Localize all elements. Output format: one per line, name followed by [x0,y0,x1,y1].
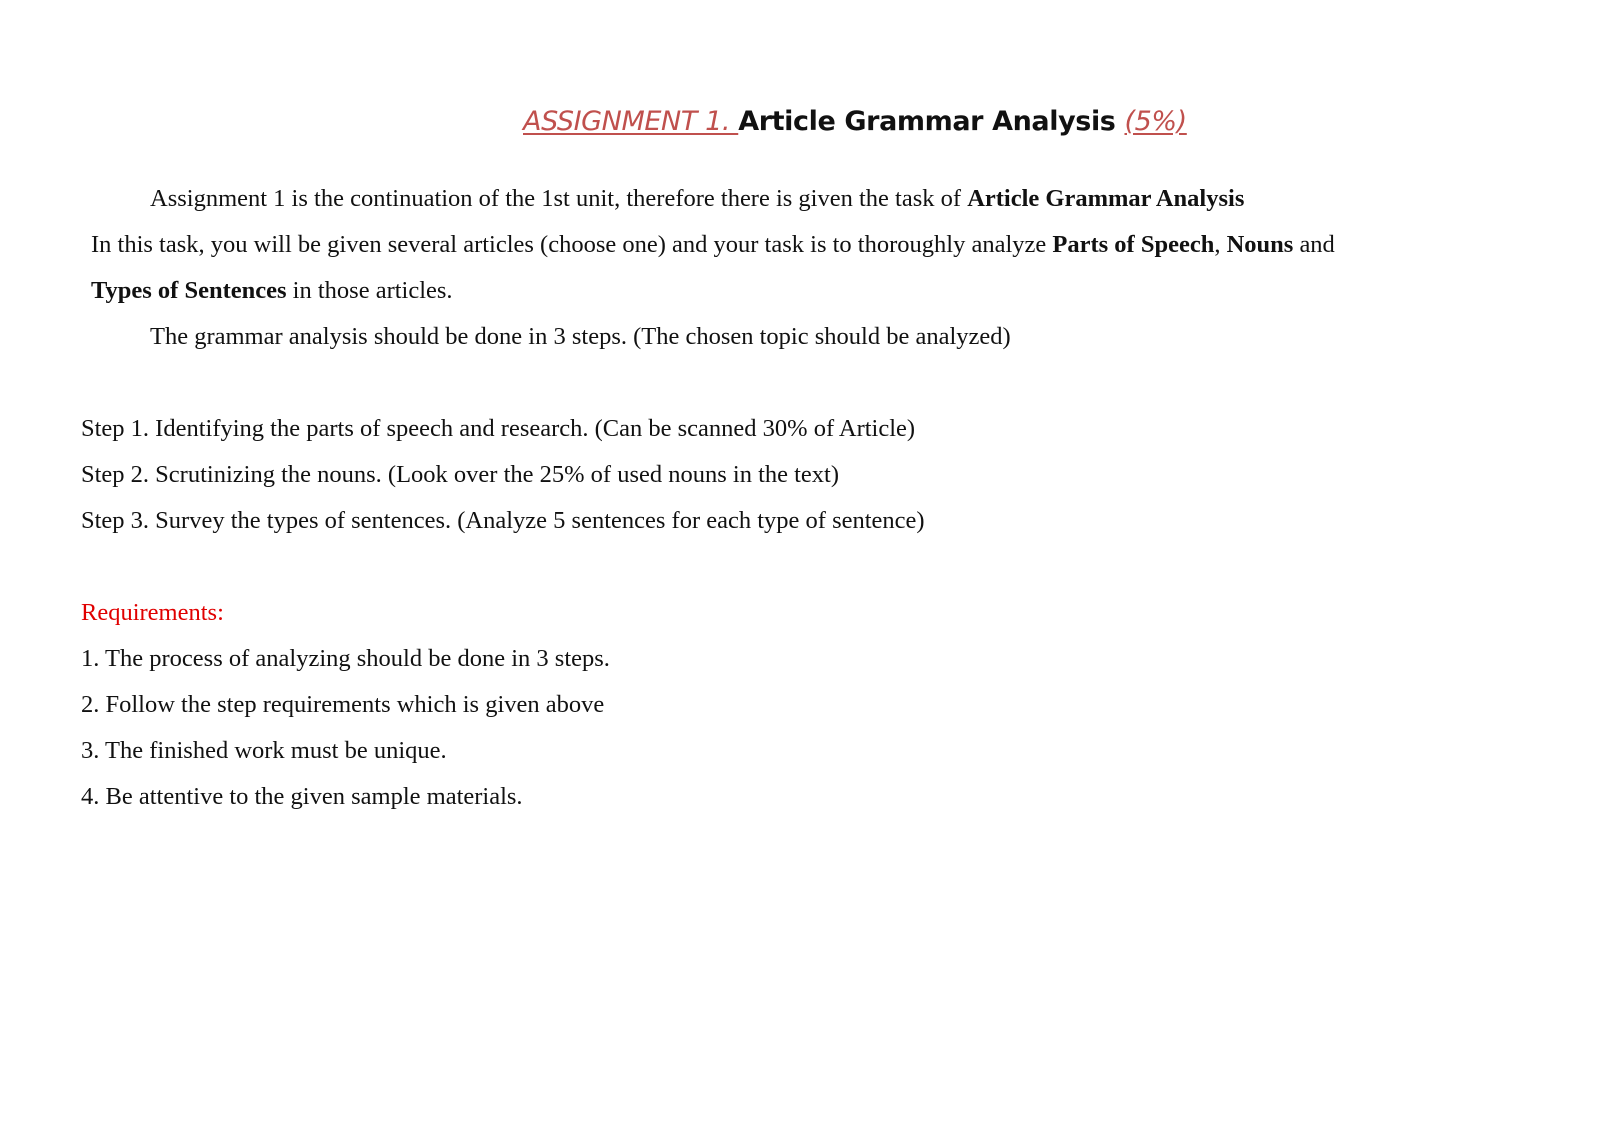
page-title [0,106,1600,138]
intro-paragraph-4 [150,322,1011,351]
title-prefix: ASSIGNMENT 1. [523,106,739,137]
intro-p2-bold-a: Parts of Speech [1052,231,1215,258]
intro-p1-text: Assignment 1 is the continuation of the 1st unit, therefore there is given the task of [150,185,968,212]
intro-p1-bold: Article Grammar Analysis [967,185,1245,212]
intro-paragraph-3 [91,276,453,305]
intro-paragraph-2 [91,230,1335,259]
intro-p4-text: The grammar analysis should be done in 3 steps. (The chosen topic should be analyzed) [150,323,1011,350]
title-main: Article Grammar Analysis [738,106,1116,137]
intro-p2-bold-b: Nouns [1226,231,1294,258]
step-item: Step 1. Identifying the parts of speech and research. (Can be scanned 30% of Article) [81,415,916,442]
intro-paragraph-1 [150,184,1244,213]
step-item: Step 3. Survey the types of sentences. (Analyze 5 sentences for each type of sentence) [81,507,925,534]
requirements-heading: Requirements: [81,599,224,626]
intro-p3-bold: Types of Sentences [91,277,287,304]
intro-p2-text-a: In this task, you will be given several articles (choose one) and your task is to thoroughly analyze [91,231,1053,258]
requirement-item: 4. Be attentive to the given sample materials. [81,783,523,810]
title-weight: (5%) [1124,106,1187,137]
intro-p3-text: in those articles. [286,277,453,304]
requirement-item: 2. Follow the step requirements which is given above [81,691,605,718]
intro-p2-sep: , [1214,231,1227,258]
intro-p2-text-b: and [1293,231,1335,258]
requirement-item: 3. The finished work must be unique. [81,737,447,764]
step-item: Step 2. Scrutinizing the nouns. (Look over the 25% of used nouns in the text) [81,461,840,488]
requirement-item: 1. The process of analyzing should be done in 3 steps. [81,645,610,672]
